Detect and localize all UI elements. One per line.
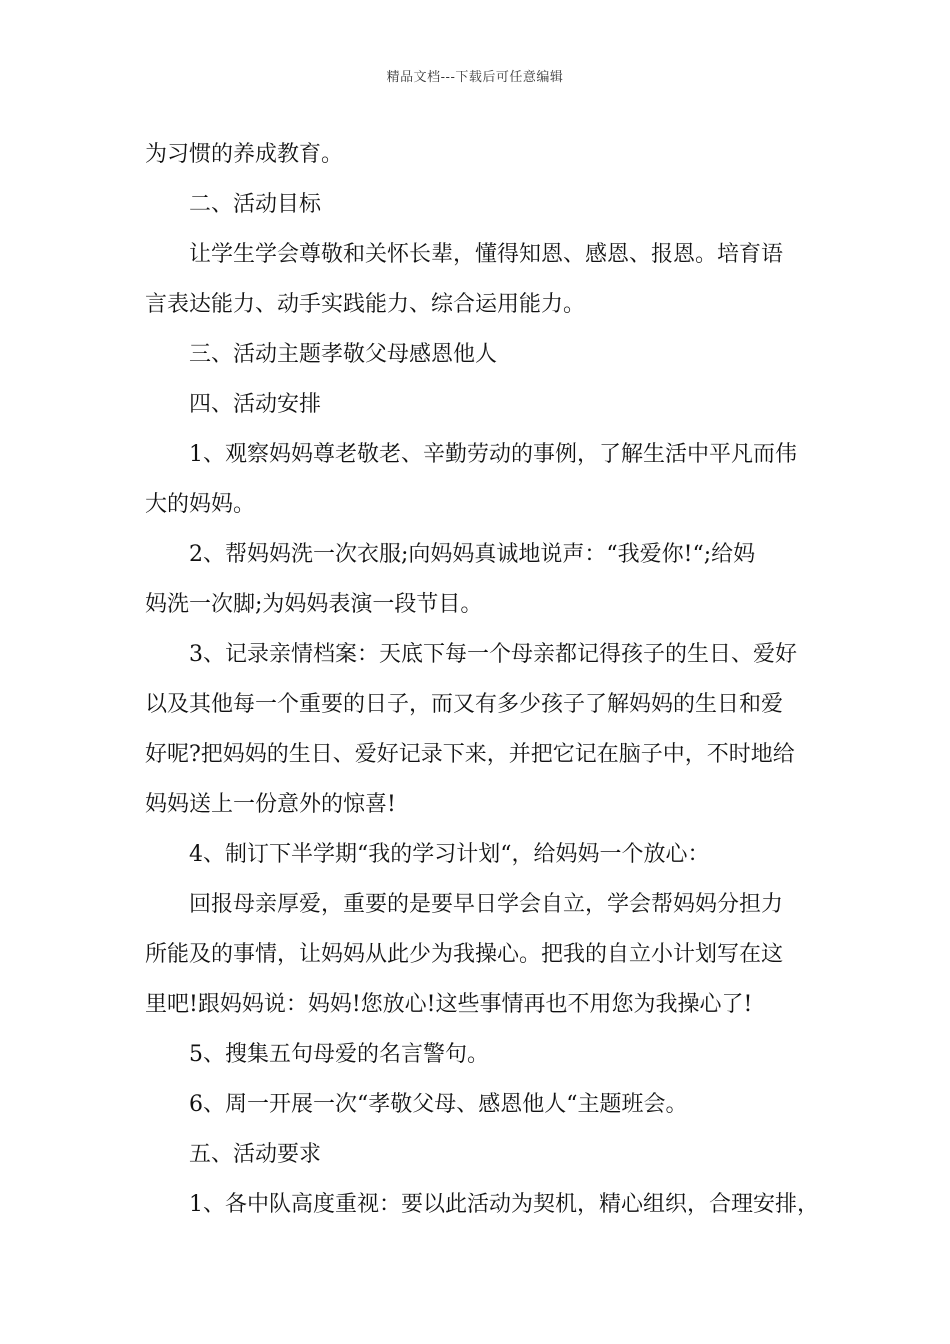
text-line: 妈洗一次脚;为妈妈表演一段节目。 [145, 592, 483, 617]
section-heading-requirements: 五、活动要求 [189, 1142, 322, 1167]
text-line: 让学生学会尊敬和关怀长辈，懂得知恩、感恩、报恩。培育语 [189, 242, 784, 267]
list-item: 3、记录亲情档案：天底下每一个母亲都记得孩子的生日、爱好 [189, 642, 797, 667]
text-line: 为习惯的养成教育。 [145, 142, 344, 167]
text-line: 回报母亲厚爱，重要的是要早日学会自立，学会帮妈妈分担力 [189, 892, 784, 917]
section-heading-goals: 二、活动目标 [189, 192, 322, 217]
list-item: 1、各中队高度重视：要以此活动为契机，精心组织，合理安排， [189, 1192, 819, 1217]
list-item: 5、搜集五句母爱的名言警句。 [189, 1042, 489, 1067]
list-item: 4、制订下半学期“我的学习计划“，给妈妈一个放心： [189, 842, 710, 867]
list-item: 2、帮妈妈洗一次衣服;向妈妈真诚地说声：“我爱你!“;给妈 [189, 542, 756, 567]
text-line: 所能及的事情，让妈妈从此少为我操心。把我的自立小计划写在这 [145, 942, 784, 967]
list-item: 6、周一开展一次“孝敬父母、感恩他人“主题班会。 [189, 1092, 688, 1117]
text-line: 以及其他每一个重要的日子，而又有多少孩子了解妈妈的生日和爱 [145, 692, 784, 717]
text-line: 好呢?把妈妈的生日、爱好记录下来，并把它记在脑子中，不时地给 [145, 742, 795, 767]
text-line: 妈妈送上一份意外的惊喜! [145, 792, 396, 817]
text-line: 里吧!跟妈妈说：妈妈!您放心!这些事情再也不用您为我操心了! [145, 992, 753, 1017]
section-heading-arrangement: 四、活动安排 [189, 392, 322, 417]
text-line: 大的妈妈。 [145, 492, 256, 517]
page-header: 精品文档---下载后可任意编辑 [386, 70, 564, 85]
list-item: 1、观察妈妈尊老敬老、辛勤劳动的事例，了解生活中平凡而伟 [189, 442, 797, 467]
section-heading-theme: 三、活动主题孝敬父母感恩他人 [189, 342, 498, 367]
text-line: 言表达能力、动手实践能力、综合运用能力。 [145, 292, 586, 317]
document-body [145, 130, 825, 1230]
